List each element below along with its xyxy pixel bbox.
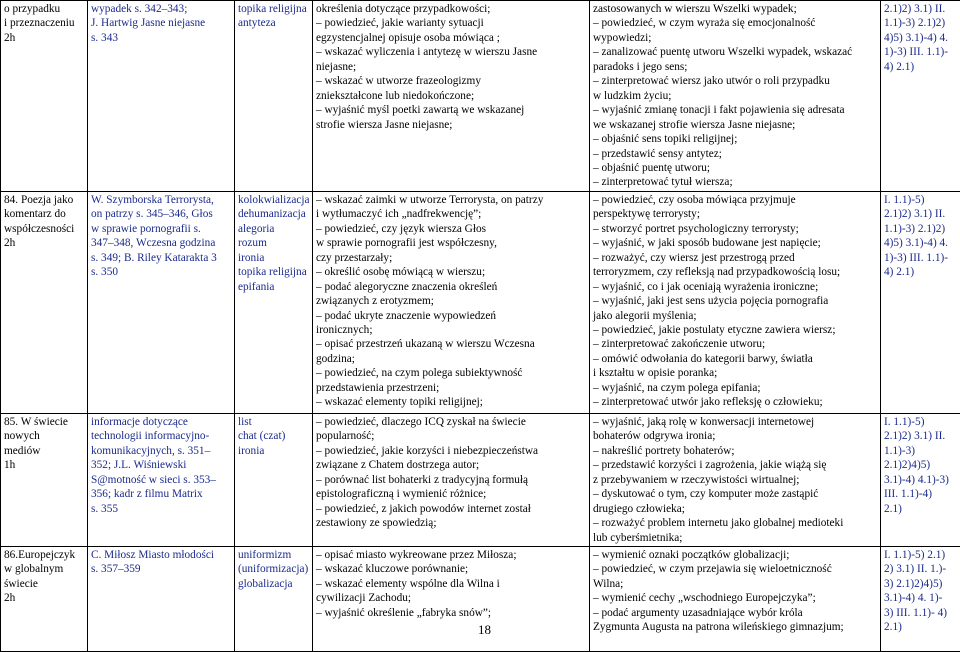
cell-line: w globalnym xyxy=(4,562,84,576)
cell-line: – wskazać zaimki w utworze Terrorysta, on patrzy xyxy=(316,193,586,207)
cell-line: w sprawie pornografii jest współczesny, xyxy=(316,236,586,250)
cell-line: we wskazanej strofie wiersza Jasne niejasne; xyxy=(593,118,877,132)
cell-line: – opisać miasto wykreowane przez Miłosza; xyxy=(316,548,586,562)
cell-line: – powiedzieć, na czym polega subiektywność xyxy=(316,366,586,380)
cell-line: topika religijna xyxy=(238,2,309,16)
cell-line: s. 349; B. Riley Katarakta 3 xyxy=(91,251,231,265)
table-row xyxy=(1,1,960,192)
lesson-cell xyxy=(1,546,88,651)
cell-line: komunikacyjnych, s. 351– xyxy=(91,444,231,458)
cell-line: komentarz do xyxy=(4,207,84,221)
cell-line: J. Hartwig Jasne niejasne xyxy=(91,16,231,30)
cell-line: popularność; xyxy=(316,429,586,443)
cell-line: – omówić odwołania do kategorii barwy, światła xyxy=(593,352,877,366)
cell-line: 1.1)-3) 2.1)2) xyxy=(884,16,957,30)
lesson-cell xyxy=(1,413,88,546)
cell-line: – zinterpretować wiersz jako utwór o roli przypadku xyxy=(593,74,877,88)
text-cell xyxy=(88,1,235,192)
cell-line: – rozważyć problem internetu jako globalnej medioteki xyxy=(593,516,877,530)
cell-line: Wilna; xyxy=(593,577,877,591)
concepts-cell xyxy=(235,546,313,651)
cell-line: epistolograficzną i wymienić różnice; xyxy=(316,487,586,501)
cell-line: – wskazać kluczowe porównanie; xyxy=(316,562,586,576)
cell-line: 85. W świecie xyxy=(4,415,84,429)
cell-line: topika religijna xyxy=(238,265,309,279)
cell-line: 2.1)2)4)5) xyxy=(884,458,957,472)
cell-line: ironia xyxy=(238,251,309,265)
cell-line: czy przestarzały; xyxy=(316,251,586,265)
cell-line: w sprawie pornografii s. xyxy=(91,222,231,236)
cell-line: niejasne; xyxy=(316,60,586,74)
text-cell xyxy=(88,413,235,546)
cell-line: 86.Europejczyk xyxy=(4,548,84,562)
cell-line: jako alegorii myślenia; xyxy=(593,309,877,323)
cell-line: lub cyberśmietnika; xyxy=(593,531,877,545)
cell-line: związanych z erotyzmem; xyxy=(316,294,586,308)
cell-line: – powiedzieć, jakie postulaty etyczne zawiera wiersz; xyxy=(593,323,877,337)
cell-line: – powiedzieć, z jakich powodów internet został xyxy=(316,502,586,516)
cell-line: – porównać list bohaterki z tradycyjną formułą xyxy=(316,473,586,487)
cell-line: – wyjaśnić, jaką rolę w konwersacji internetowej xyxy=(593,415,877,429)
cell-line: – powiedzieć, czy osoba mówiąca przyjmuje xyxy=(593,193,877,207)
cell-line: związane z Chatem dostrzega autor; xyxy=(316,458,586,472)
cell-line: I. 1.1)-5) xyxy=(884,415,957,429)
cell-line: 4)5) 3.1)-4) 4. xyxy=(884,236,957,250)
cell-line: C. Miłosz Miasto młodości xyxy=(91,548,231,562)
cell-line: – przedstawić korzyści i zagrożenia, jakie wiążą się xyxy=(593,458,877,472)
cell-line: 1h xyxy=(4,458,84,472)
cell-line: ironia xyxy=(238,444,309,458)
cell-line: – wyjaśnić, co i jak oceniają wyrażenia ironiczne; xyxy=(593,280,877,294)
cell-line: – powiedzieć, jakie warianty sytuacji xyxy=(316,16,586,30)
cell-line: – powiedzieć, dlaczego ICQ zyskał na świecie xyxy=(316,415,586,429)
cell-line: nowych xyxy=(4,429,84,443)
cell-line: 2.1)2) 3.1) II. xyxy=(884,2,957,16)
cell-line: alegoria xyxy=(238,222,309,236)
concepts-cell xyxy=(235,1,313,192)
cell-line: zastosowanych w wierszu Wszelki wypadek; xyxy=(593,2,877,16)
cell-line: – wskazać elementy wspólne dla Wilna i xyxy=(316,577,586,591)
cell-line: antyteza xyxy=(238,16,309,30)
cell-line: z przebywaniem w rzeczywistości wirtualnej; xyxy=(593,473,877,487)
refs-cell xyxy=(881,1,960,192)
cell-line: uniformizm xyxy=(238,548,309,562)
cell-line: mediów xyxy=(4,444,84,458)
cell-line: – wyjaśnić, w jaki sposób budowane jest napięcie; xyxy=(593,236,877,250)
cell-line: – opisać przestrzeń ukazaną w wierszu Wczesna xyxy=(316,337,586,351)
cell-line: 3.1)-4) 4.1)-3) xyxy=(884,473,957,487)
cell-line: – powiedzieć, jakie korzyści i niebezpieczeństwa xyxy=(316,444,586,458)
cell-line: – powiedzieć, w czym wyraża się emocjonalność xyxy=(593,16,877,30)
cell-line: chat (czat) xyxy=(238,429,309,443)
cell-line: – wskazać elementy topiki religijnej; xyxy=(316,395,586,409)
cell-line: informacje dotyczące xyxy=(91,415,231,429)
table-row xyxy=(1,413,960,546)
cell-line: – objaśnić sens topiki religijnej; xyxy=(593,132,877,146)
cell-line: zestawiony ze spowiedzią; xyxy=(316,516,586,530)
cell-line: i przeznaczeniu xyxy=(4,16,84,30)
cell-line: – nakreślić portrety bohaterów; xyxy=(593,444,877,458)
cell-line: – wyjaśnić określenie „fabryka snów”; xyxy=(316,606,586,620)
cell-line: (uniformizacja) xyxy=(238,562,309,576)
cell-line: dehumanizacja xyxy=(238,207,309,221)
cell-line: list xyxy=(238,415,309,429)
cell-line: – objaśnić puentę utworu; xyxy=(593,161,877,175)
cell-line: 2.1)2) 3.1) II. xyxy=(884,429,957,443)
cell-line: W. Szymborska Terrorysta, xyxy=(91,193,231,207)
cell-line: wypadek s. 342–343; xyxy=(91,2,231,16)
cell-line: s. 343 xyxy=(91,31,231,45)
cell-line: 352; J.L. Wiśniewski xyxy=(91,458,231,472)
cell-line: 84. Poezja jako xyxy=(4,193,84,207)
cell-line: kolokwializacja xyxy=(238,193,309,207)
cell-line: 1.1)-3) 2.1)2) xyxy=(884,222,957,236)
cell-line: – wymienić cechy „wschodniego Europejczyka”; xyxy=(593,591,877,605)
cell-line: paradoks i jego sens; xyxy=(593,60,877,74)
cell-line: s. 350 xyxy=(91,265,231,279)
cell-line: 2) 3.1) II. 1.)- xyxy=(884,562,957,576)
cell-line: świecie xyxy=(4,577,84,591)
refs-cell xyxy=(881,191,960,413)
lesson-cell xyxy=(1,191,88,413)
requirements-cell xyxy=(313,413,590,546)
cell-line: – wskazać wyliczenia i antytezę w wierszu Jasne xyxy=(316,45,586,59)
cell-line: – wyjaśnić myśl poetki zawartą we wskazanej xyxy=(316,103,586,117)
cell-line: – podać argumenty uzasadniające wybór króla xyxy=(593,606,877,620)
requirements-cell xyxy=(313,1,590,192)
cell-line: wypowiedzi; xyxy=(593,31,877,45)
cell-line: terroryzmem, czy refleksją nad przypadkowością losu; xyxy=(593,265,877,279)
cell-line: – wskazać w utworze frazeologizmy xyxy=(316,74,586,88)
cell-line: 1)-3) III. 1.1)- xyxy=(884,251,957,265)
table-row xyxy=(1,191,960,413)
cell-line: 3) 2.1)2)4)5) xyxy=(884,577,957,591)
cell-line: zniekształcone lub niedokończone; xyxy=(316,89,586,103)
cell-line: i kształtu w opisie poranka; xyxy=(593,366,877,380)
cell-line: S@motność w sieci s. 353– xyxy=(91,473,231,487)
cell-line: 2h xyxy=(4,591,84,605)
cell-line: i wytłumaczyć ich „nadfrekwencję”; xyxy=(316,207,586,221)
cell-line: godzina; xyxy=(316,352,586,366)
cell-line: 2.1)2) 3.1) II. xyxy=(884,207,957,221)
cell-line: – zanalizować puentę utworu Wszelki wypadek, wskazać xyxy=(593,45,877,59)
cell-line: 356; kadr z filmu Matrix xyxy=(91,487,231,501)
cell-line: o przypadku xyxy=(4,2,84,16)
cell-line: – podać ukryte znaczenie wypowiedzeń xyxy=(316,309,586,323)
concepts-cell xyxy=(235,413,313,546)
cell-line: s. 357–359 xyxy=(91,562,231,576)
skills-cell xyxy=(590,191,881,413)
lesson-cell xyxy=(1,1,88,192)
cell-line: I. 1.1)-5) 2.1) xyxy=(884,548,957,562)
cell-line: I. 1.1)-5) xyxy=(884,193,957,207)
skills-cell xyxy=(590,546,881,651)
cell-line: cywilizacji Zachodu; xyxy=(316,591,586,605)
requirements-cell xyxy=(313,546,590,651)
cell-line: epifania xyxy=(238,280,309,294)
skills-cell xyxy=(590,1,881,192)
cell-line: – przedstawić sensy antytez; xyxy=(593,147,877,161)
cell-line: przedstawienia przestrzeni; xyxy=(316,381,586,395)
cell-line: 4) 2.1) xyxy=(884,265,957,279)
cell-line: 2.1) xyxy=(884,502,957,516)
cell-line: w ludzkim życiu; xyxy=(593,89,877,103)
cell-line: – powiedzieć, w czym przejawia się wieloetniczność xyxy=(593,562,877,576)
cell-line: egzystencjalnej opisuje osoba mówiąca ; xyxy=(316,31,586,45)
cell-line: 2.1) xyxy=(884,620,957,634)
refs-cell xyxy=(881,546,960,651)
cell-line: 3) III. 1.1)- 4) xyxy=(884,606,957,620)
cell-line: – rozważyć, czy wiersz jest przestrogą przed xyxy=(593,251,877,265)
cell-line: – stworzyć portret psychologiczny terrorysty; xyxy=(593,222,877,236)
cell-line: 1.1)-3) xyxy=(884,444,957,458)
cell-line: – wyjaśnić zmianę tonacji i fakt pojawienia się adresata xyxy=(593,103,877,117)
cell-line: 4)5) 3.1)-4) 4. xyxy=(884,31,957,45)
cell-line: 3.1)-4) 4. 1)- xyxy=(884,591,957,605)
cell-line: drugiego człowieka; xyxy=(593,502,877,516)
cell-line: technologii informacyjno- xyxy=(91,429,231,443)
cell-line: 2h xyxy=(4,236,84,250)
cell-line: globalizacja xyxy=(238,577,309,591)
page-number: 18 xyxy=(478,622,491,639)
cell-line: – określić osobę mówiącą w wierszu; xyxy=(316,265,586,279)
concepts-cell xyxy=(235,191,313,413)
refs-cell xyxy=(881,413,960,546)
text-cell xyxy=(88,546,235,651)
cell-line: współczesności xyxy=(4,222,84,236)
cell-line: – dyskutować o tym, czy komputer może zastąpić xyxy=(593,487,877,501)
cell-line: s. 355 xyxy=(91,502,231,516)
cell-line: – zinterpretować zakończenie utworu; xyxy=(593,337,877,351)
cell-line: – wyjaśnić, jaki jest sens użycia pojęcia pornografia xyxy=(593,294,877,308)
cell-line: – zinterpretować tytuł wiersza; xyxy=(593,175,877,189)
cell-line: – zinterpretować utwór jako refleksję o człowieku; xyxy=(593,395,877,409)
cell-line: 1)-3) III. 1.1)- xyxy=(884,45,957,59)
cell-line: ironicznych; xyxy=(316,323,586,337)
cell-line: 4) 2.1) xyxy=(884,60,957,74)
cell-line: bohaterów odgrywa ironia; xyxy=(593,429,877,443)
cell-line: – wymienić oznaki początków globalizacji; xyxy=(593,548,877,562)
cell-line: III. 1.1)-4) xyxy=(884,487,957,501)
cell-line: określenia dotyczące przypadkowości; xyxy=(316,2,586,16)
cell-line: 347–348, Wczesna godzina xyxy=(91,236,231,250)
cell-line: perspektywę terrorysty; xyxy=(593,207,877,221)
cell-line: strofie wiersza Jasne niejasne; xyxy=(316,118,586,132)
cell-line: on patrzy s. 345–346, Głos xyxy=(91,207,231,221)
cell-line: Zygmunta Augusta na patrona wileńskiego gimnazjum; xyxy=(593,620,877,634)
cell-line: – wyjaśnić, na czym polega epifania; xyxy=(593,381,877,395)
cell-line: – podać alegoryczne znaczenia określeń xyxy=(316,280,586,294)
cell-line: 2h xyxy=(4,31,84,45)
requirements-cell xyxy=(313,191,590,413)
cell-line: rozum xyxy=(238,236,309,250)
cell-line: – powiedzieć, czy język wiersza Głos xyxy=(316,222,586,236)
text-cell xyxy=(88,191,235,413)
skills-cell xyxy=(590,413,881,546)
